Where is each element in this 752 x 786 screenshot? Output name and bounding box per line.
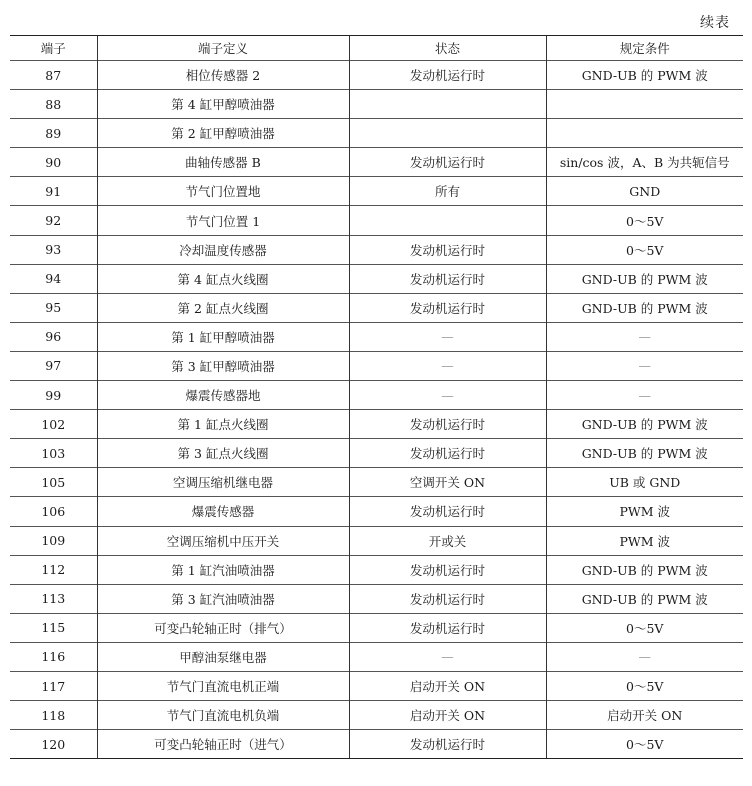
cell-definition: 曲轴传感器 B: [97, 148, 349, 177]
cell-terminal: 115: [10, 613, 97, 642]
cell-condition: GND-UB 的 PWM 波: [546, 61, 743, 90]
cell-terminal: 92: [10, 206, 97, 235]
cell-definition: 爆震传感器地: [97, 381, 349, 410]
cell-state: [349, 119, 546, 148]
cell-state: —: [349, 381, 546, 410]
cell-condition: PWM 波: [546, 526, 743, 555]
cell-state: 发动机运行时: [349, 264, 546, 293]
table-row: [10, 381, 743, 410]
cell-condition: 0～5V: [546, 671, 743, 700]
cell-terminal: 90: [10, 148, 97, 177]
cell-state: 开或关: [349, 526, 546, 555]
header-definition: 端子定义: [97, 36, 349, 61]
table-row: [10, 671, 743, 700]
table-row: [10, 584, 743, 613]
table-row: [10, 322, 743, 351]
cell-definition: 第 2 缸甲醇喷油器: [97, 119, 349, 148]
table-row: [10, 468, 743, 497]
cell-condition: —: [546, 642, 743, 671]
cell-terminal: 105: [10, 468, 97, 497]
table-row: [10, 148, 743, 177]
cell-terminal: 94: [10, 264, 97, 293]
cell-state: 发动机运行时: [349, 61, 546, 90]
cell-definition: 节气门直流电机正端: [97, 671, 349, 700]
cell-terminal: 106: [10, 497, 97, 526]
table-row: [10, 61, 743, 90]
cell-terminal: 89: [10, 119, 97, 148]
cell-terminal: 116: [10, 642, 97, 671]
cell-condition: [546, 90, 743, 119]
cell-terminal: 113: [10, 584, 97, 613]
cell-condition: GND-UB 的 PWM 波: [546, 555, 743, 584]
cell-condition: [546, 119, 743, 148]
cell-definition: 第 4 缸甲醇喷油器: [97, 90, 349, 119]
table-row: [10, 410, 743, 439]
cell-terminal: 120: [10, 730, 97, 759]
table-row: [10, 293, 743, 322]
cell-state: —: [349, 351, 546, 380]
cell-state: 空调开关 ON: [349, 468, 546, 497]
cell-condition: 0～5V: [546, 730, 743, 759]
cell-condition: GND-UB 的 PWM 波: [546, 293, 743, 322]
cell-terminal: 112: [10, 555, 97, 584]
cell-condition: —: [546, 351, 743, 380]
cell-terminal: 91: [10, 177, 97, 206]
header-state: 状态: [349, 36, 546, 61]
cell-condition: 0～5V: [546, 206, 743, 235]
cell-condition: GND-UB 的 PWM 波: [546, 439, 743, 468]
header-terminal: 端子: [10, 36, 97, 61]
cell-state: 所有: [349, 177, 546, 206]
table-row: [10, 439, 743, 468]
cell-definition: 第 3 缸点火线圈: [97, 439, 349, 468]
table-header-row: [10, 36, 743, 61]
cell-state: —: [349, 322, 546, 351]
cell-definition: 节气门直流电机负端: [97, 701, 349, 730]
cell-condition: GND-UB 的 PWM 波: [546, 584, 743, 613]
cell-definition: 第 4 缸点火线圈: [97, 264, 349, 293]
cell-terminal: 118: [10, 701, 97, 730]
table-row: [10, 730, 743, 759]
cell-definition: 爆震传感器: [97, 497, 349, 526]
cell-definition: 节气门位置 1: [97, 206, 349, 235]
table-row: [10, 264, 743, 293]
cell-condition: 启动开关 ON: [546, 701, 743, 730]
cell-state: 发动机运行时: [349, 235, 546, 264]
cell-definition: 相位传感器 2: [97, 61, 349, 90]
cell-state: 发动机运行时: [349, 584, 546, 613]
table-row: [10, 497, 743, 526]
table-row: [10, 701, 743, 730]
cell-terminal: 102: [10, 410, 97, 439]
cell-definition: 可变凸轮轴正时（排气）: [97, 613, 349, 642]
cell-condition: sin/cos 波，A、B 为共轭信号: [546, 148, 743, 177]
cell-definition: 第 1 缸甲醇喷油器: [97, 322, 349, 351]
continued-label: 续表: [700, 15, 730, 31]
cell-state: 发动机运行时: [349, 555, 546, 584]
cell-definition: 第 3 缸汽油喷油器: [97, 584, 349, 613]
cell-terminal: 103: [10, 439, 97, 468]
header-condition: 规定条件: [546, 36, 743, 61]
cell-condition: 0～5V: [546, 613, 743, 642]
cell-definition: 第 2 缸点火线圈: [97, 293, 349, 322]
cell-terminal: 96: [10, 322, 97, 351]
cell-definition: 可变凸轮轴正时（进气）: [97, 730, 349, 759]
cell-definition: 冷却温度传感器: [97, 235, 349, 264]
cell-definition: 空调压缩机继电器: [97, 468, 349, 497]
cell-state: 发动机运行时: [349, 410, 546, 439]
cell-definition: 第 1 缸点火线圈: [97, 410, 349, 439]
table-row: [10, 235, 743, 264]
cell-terminal: 87: [10, 61, 97, 90]
cell-definition: 第 3 缸甲醇喷油器: [97, 351, 349, 380]
cell-definition: 甲醇油泵继电器: [97, 642, 349, 671]
cell-condition: GND-UB 的 PWM 波: [546, 264, 743, 293]
cell-terminal: 109: [10, 526, 97, 555]
cell-terminal: 117: [10, 671, 97, 700]
cell-definition: 空调压缩机中压开关: [97, 526, 349, 555]
table-row: [10, 177, 743, 206]
table-body: [10, 61, 743, 759]
table-row: [10, 351, 743, 380]
cell-terminal: 97: [10, 351, 97, 380]
cell-condition: UB 或 GND: [546, 468, 743, 497]
cell-condition: PWM 波: [546, 497, 743, 526]
table-row: [10, 119, 743, 148]
cell-state: 发动机运行时: [349, 613, 546, 642]
cell-condition: GND-UB 的 PWM 波: [546, 410, 743, 439]
cell-condition: —: [546, 381, 743, 410]
cell-condition: 0～5V: [546, 235, 743, 264]
table-row: [10, 90, 743, 119]
cell-terminal: 99: [10, 381, 97, 410]
cell-condition: —: [546, 322, 743, 351]
terminal-table: [10, 35, 743, 759]
table-row: [10, 526, 743, 555]
table-row: [10, 206, 743, 235]
cell-state: 启动开关 ON: [349, 701, 546, 730]
cell-terminal: 93: [10, 235, 97, 264]
cell-state: 发动机运行时: [349, 439, 546, 468]
cell-state: —: [349, 642, 546, 671]
cell-definition: 第 1 缸汽油喷油器: [97, 555, 349, 584]
cell-state: 发动机运行时: [349, 730, 546, 759]
cell-state: 发动机运行时: [349, 293, 546, 322]
cell-condition: GND: [546, 177, 743, 206]
cell-terminal: 95: [10, 293, 97, 322]
cell-state: [349, 90, 546, 119]
cell-definition: 节气门位置地: [97, 177, 349, 206]
table-row: [10, 613, 743, 642]
cell-state: [349, 206, 546, 235]
cell-state: 发动机运行时: [349, 497, 546, 526]
cell-state: 发动机运行时: [349, 148, 546, 177]
table-row: [10, 555, 743, 584]
table-row: [10, 642, 743, 671]
cell-terminal: 88: [10, 90, 97, 119]
cell-state: 启动开关 ON: [349, 671, 546, 700]
